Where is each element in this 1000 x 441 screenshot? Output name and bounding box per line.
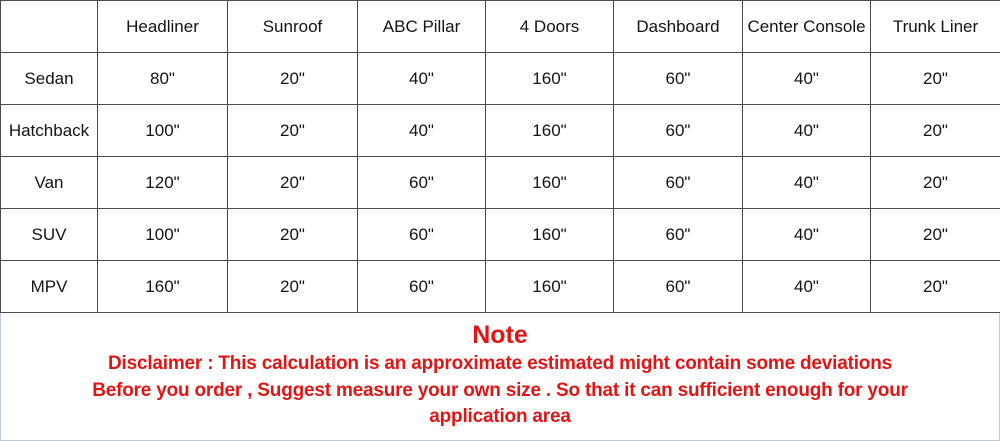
- table-cell: 120": [98, 157, 228, 209]
- table-cell: 40": [358, 105, 486, 157]
- table-cell: 100": [98, 105, 228, 157]
- table-cell: 60": [614, 209, 743, 261]
- note-disclaimer: [1, 351, 999, 431]
- column-header: Sunroof: [228, 1, 358, 53]
- table-cell: 40": [743, 157, 871, 209]
- row-label: Van: [1, 157, 98, 209]
- note-title: Note: [472, 321, 528, 349]
- table-cell: 160": [486, 53, 614, 105]
- table-cell: 20": [228, 105, 358, 157]
- table-cell: 20": [871, 209, 1000, 261]
- table-cell: 20": [871, 105, 1000, 157]
- corner-cell: [1, 1, 98, 53]
- table-cell: 40": [743, 261, 871, 313]
- row-label: Sedan: [1, 53, 98, 105]
- table-row: [1, 53, 1000, 105]
- column-header: Dashboard: [614, 1, 743, 53]
- note-line: Disclaimer : This calculation is an approximate estimated might contain some deviations: [108, 353, 892, 374]
- row-label: Hatchback: [1, 105, 98, 157]
- table-cell: 80": [98, 53, 228, 105]
- table-row: [1, 261, 1000, 313]
- table-cell: 60": [358, 157, 486, 209]
- table-row: [1, 157, 1000, 209]
- table-cell: 20": [871, 157, 1000, 209]
- table-cell: 60": [358, 209, 486, 261]
- table-row: [1, 209, 1000, 261]
- column-header: 4 Doors: [486, 1, 614, 53]
- table-cell: 60": [614, 105, 743, 157]
- column-header: ABC Pillar: [358, 1, 486, 53]
- note-line: application area: [429, 406, 571, 427]
- table-row: [1, 105, 1000, 157]
- note-section: [0, 313, 1000, 441]
- table-cell: 160": [98, 261, 228, 313]
- table-cell: 60": [614, 261, 743, 313]
- table-cell: 40": [743, 209, 871, 261]
- row-label: MPV: [1, 261, 98, 313]
- column-header: Headliner: [98, 1, 228, 53]
- table-cell: 20": [228, 53, 358, 105]
- table-cell: 40": [743, 105, 871, 157]
- table-cell: 60": [614, 53, 743, 105]
- column-header: Trunk Liner: [871, 1, 1000, 53]
- table-cell: 160": [486, 105, 614, 157]
- table-cell: 160": [486, 209, 614, 261]
- table-cell: 160": [486, 157, 614, 209]
- table-header-row: [1, 1, 1000, 53]
- table-cell: 20": [871, 261, 1000, 313]
- table-cell: 20": [228, 261, 358, 313]
- table-cell: 160": [486, 261, 614, 313]
- table-cell: 100": [98, 209, 228, 261]
- table-cell: 40": [743, 53, 871, 105]
- table-cell: 20": [871, 53, 1000, 105]
- table-cell: 20": [228, 209, 358, 261]
- row-label: SUV: [1, 209, 98, 261]
- column-header: Center Console: [743, 1, 871, 53]
- table-cell: 40": [358, 53, 486, 105]
- table-cell: 60": [358, 261, 486, 313]
- note-line: Before you order , Suggest measure your own size . So that it can sufficient enough for your: [92, 379, 908, 401]
- table-cell: 20": [228, 157, 358, 209]
- table-cell: 60": [614, 157, 743, 209]
